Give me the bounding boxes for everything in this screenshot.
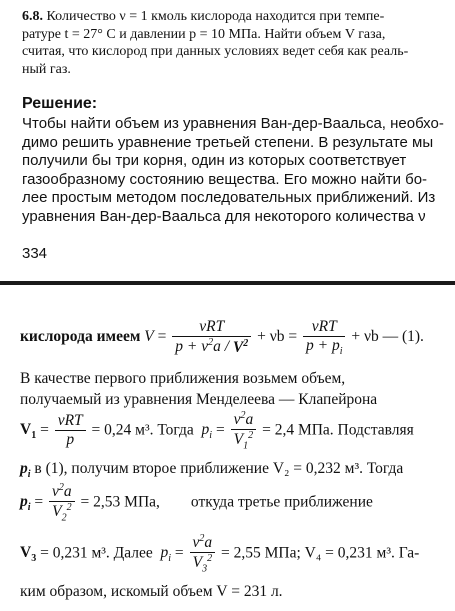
problem-statement: [22, 8, 440, 78]
vdw-fraction: $\frac{\text{νRT}}{p + \nu^2a / V^2}$: [172, 318, 251, 356]
solution-line-5: лее простым методом последовательных приближений. Из: [22, 189, 436, 206]
page-number: 334: [22, 245, 48, 262]
solution-line-1: Чтобы найти объем из уравнения Ван-дер-Ваальса, необхо-: [22, 115, 444, 132]
solution-line-3: получили бы три корня, один из которых соответствует: [22, 152, 407, 169]
text-line-5: $p_i$ в (1), получим второе приближение V₂ = 0,232 м³. Тогда: [20, 460, 404, 481]
text-line-8: ким образом, искомый объем V = 231 л.: [20, 583, 283, 600]
solution-heading: Решение:: [22, 95, 98, 112]
solution-line-4: газообразному состоянию вещества. Его можно найти бо-: [22, 170, 428, 188]
approx-fraction: $\frac{\text{νRT}}{p + p_i}$: [303, 318, 346, 357]
text-line-3: получаемый из уравнения Менделеева — Клапейрона: [20, 391, 378, 408]
page-divider: [0, 281, 455, 285]
equation-line-7: $V_3 = 0,231$ м³. Далее $p_i$ = $\frac{\nu^2a}{V_3^2}$ = 2,55 МПа; V₄ = 0,231 м³. Га-: [20, 533, 420, 575]
problem-line-3: считая, что кислород при данных условиях ведет себя как реаль-: [22, 44, 409, 59]
problem-line-4: ный газ.: [22, 61, 71, 77]
solution-line-2: димо решить уравнение третьей степени. В результате мы: [22, 133, 434, 151]
equation-line-4: $V_1$ = $\frac{\text{νRT}}{p}$ = 0,24 м³. Тогда $p_i$ = $\frac{\nu^2a}{V_1^2}$ = 2,4 МПа. Подставляя: [20, 410, 414, 452]
solution-text: [22, 115, 444, 226]
equation-line-6: $p_i$ = $\frac{\nu^2a}{V_2^2}$ = 2,53 МПа, откуда третье приближение: [20, 482, 373, 524]
solution-line-6: уравнения Ван-дер-Ваальса для некоторого количества ν: [22, 207, 426, 225]
problem-number: 6.8.: [22, 9, 43, 24]
text-line-2: В качестве первого приближения возьмем объем,: [20, 370, 346, 387]
problem-line-1: 6.8. Количество ν = 1 кмоль кислорода находится при темпе-: [22, 9, 385, 24]
equation-line-1: кислорода имеем V = $\frac{\text{νRT}}{p + \nu^2a / V^2}$ + νb = $\frac{\text{νRT}}{p + p_i}$ + νb — (1).: [20, 318, 424, 358]
problem-line-2: ратуре t = 27° C и давлении p = 10 МПа. Найти объем V газа,: [22, 26, 386, 42]
